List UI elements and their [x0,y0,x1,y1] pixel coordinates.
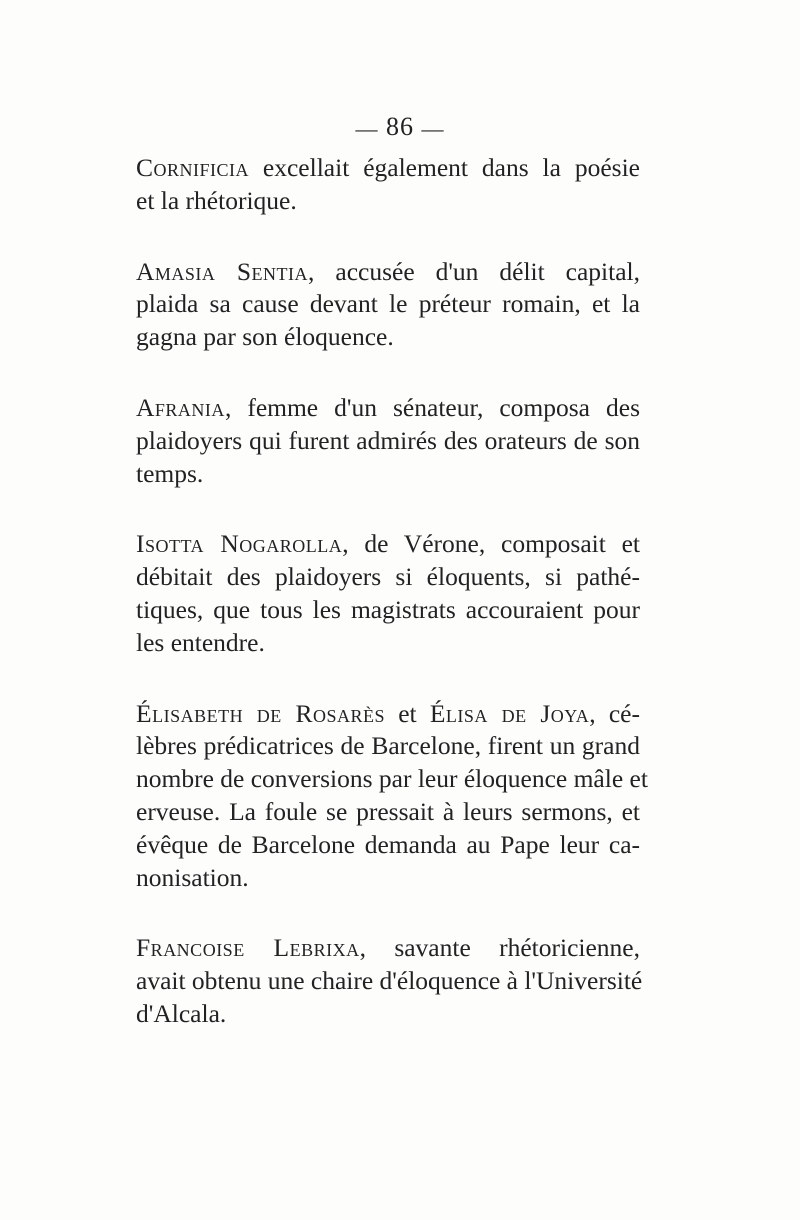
person-name: Isotta Nogarolla [136,529,343,559]
entry-text: , femme d'un sénateur, composa des [224,392,640,422]
entry-line [136,152,640,185]
entry-line [136,932,640,965]
entry-amasia-sentia [136,256,640,354]
entry-text: , cé- [589,698,640,728]
entry-line: évêque de Barcelone demanda au Pape leur ca- [136,829,640,859]
entry-isotta-nogarolla [136,528,640,659]
entry-line: nonisation. [136,862,249,892]
entry-afrania [136,392,640,490]
page-header [0,112,800,142]
entry-francoise-lebrixa [136,932,643,1030]
entry-line: et la rhétorique. [136,185,297,215]
entry-line: plaida sa cause devant le préteur romain, et la [136,289,640,319]
entry-line: nombre de conversions par leur éloquence mâle et [136,764,648,794]
entry-text: , savante rhétoricienne, [359,933,640,963]
entry-line: plaidoyers qui furent admirés des orateurs de son [136,425,640,455]
header-dash-right: — [421,116,445,142]
entry-line: lèbres prédicatrices de Barcelone, firent un grand [136,731,640,761]
person-name: Cornificia [136,153,250,182]
page-number: 86 [386,112,414,141]
entry-line: erveuse. La foule se pressait à leurs sermons, et [136,796,640,826]
entry-line: débitait des plaidoyers si éloquents, si pathé- [136,562,640,592]
entry-text: et [385,698,430,728]
text-column [136,152,648,1069]
entry-line [136,392,640,425]
entry-line: avait obtenu une chaire d'éloquence à l'Université [136,966,643,996]
person-name: Francoise Lebrixa [136,933,360,963]
entry-text: , de Vérone, composait et [342,529,640,559]
header-dash-left: — [355,116,379,142]
entry-line: temps. [136,458,204,488]
person-name: Élisabeth de Rosarès [136,698,386,728]
entry-line: les entendre. [136,627,265,657]
entry-line [136,256,640,289]
person-name: Amasia Sentia [136,256,309,286]
person-name: Élisa de Joya [429,698,590,728]
entry-text: , accusée d'un délit capital, [308,256,640,286]
entry-line: d'Alcala. [136,998,227,1028]
entry-text: excellait également dans la poésie [249,153,640,182]
entry-rosares-joya [136,698,648,895]
entry-line: tiques, que tous les magistrats accouraient pour [136,594,640,624]
entry-line: gagna par son éloquence. [136,322,394,352]
entry-line [136,698,640,731]
person-name: Afrania [136,392,225,422]
entry-line [136,528,640,561]
entry-cornificia [136,152,640,218]
